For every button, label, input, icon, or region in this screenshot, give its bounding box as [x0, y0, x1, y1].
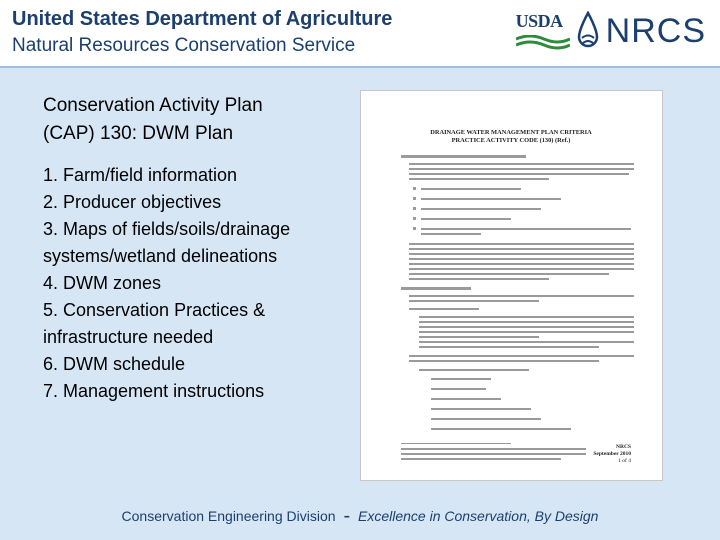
list-item: 6. DWM schedule — [43, 354, 186, 374]
header-divider — [0, 66, 720, 68]
list-item: 7. Management instructions — [43, 381, 265, 401]
list-item: 4. DWM zones — [43, 273, 162, 293]
doc-heading-line-1: DRAINAGE WATER MANAGEMENT PLAN CRITERIA — [430, 129, 592, 136]
list-item: 2. Producer objectives — [43, 192, 222, 212]
list-item: 3. Maps of fields/soils/drainage systems/wetland delineations — [43, 219, 291, 266]
slide-title-line-2: (CAP) 130: DWM Plan — [43, 123, 234, 144]
doc-body-text — [401, 155, 634, 460]
agency-title: United States Department of Agriculture — [12, 8, 393, 30]
footer — [0, 505, 720, 528]
slide-title — [43, 92, 343, 148]
footer-separator: - — [343, 505, 351, 527]
usda-logo-text: USDA — [515, 11, 563, 31]
logo-group — [516, 6, 706, 56]
slide-title-line-1: Conservation Activity Plan — [43, 95, 263, 116]
water-drop-icon — [576, 11, 600, 51]
header-banner — [0, 0, 720, 66]
footer-tagline: Excellence in Conservation, By Design — [358, 508, 599, 524]
doc-heading-line-2: PRACTICE ACTIVITY CODE (130) (Ref.) — [451, 137, 571, 144]
nrcs-logo-text: NRCS — [605, 11, 706, 50]
list-item: 5. Conservation Practices & infrastructure needed — [43, 300, 266, 347]
doc-footer-page: 1 of 4 — [618, 458, 631, 464]
agency-subtitle: Natural Resources Conservation Service — [12, 35, 356, 56]
footer-division: Conservation Engineering Division — [121, 508, 336, 524]
document-page — [361, 91, 662, 480]
usda-logo — [516, 9, 570, 53]
document-thumbnail — [361, 91, 662, 480]
doc-footer-date: September 2010 — [593, 451, 631, 457]
doc-footer-org: NRCS — [616, 444, 631, 450]
usda-waves-icon — [516, 35, 570, 51]
list-item: 1. Farm/field information — [43, 165, 238, 185]
plan-items-list — [43, 162, 343, 405]
